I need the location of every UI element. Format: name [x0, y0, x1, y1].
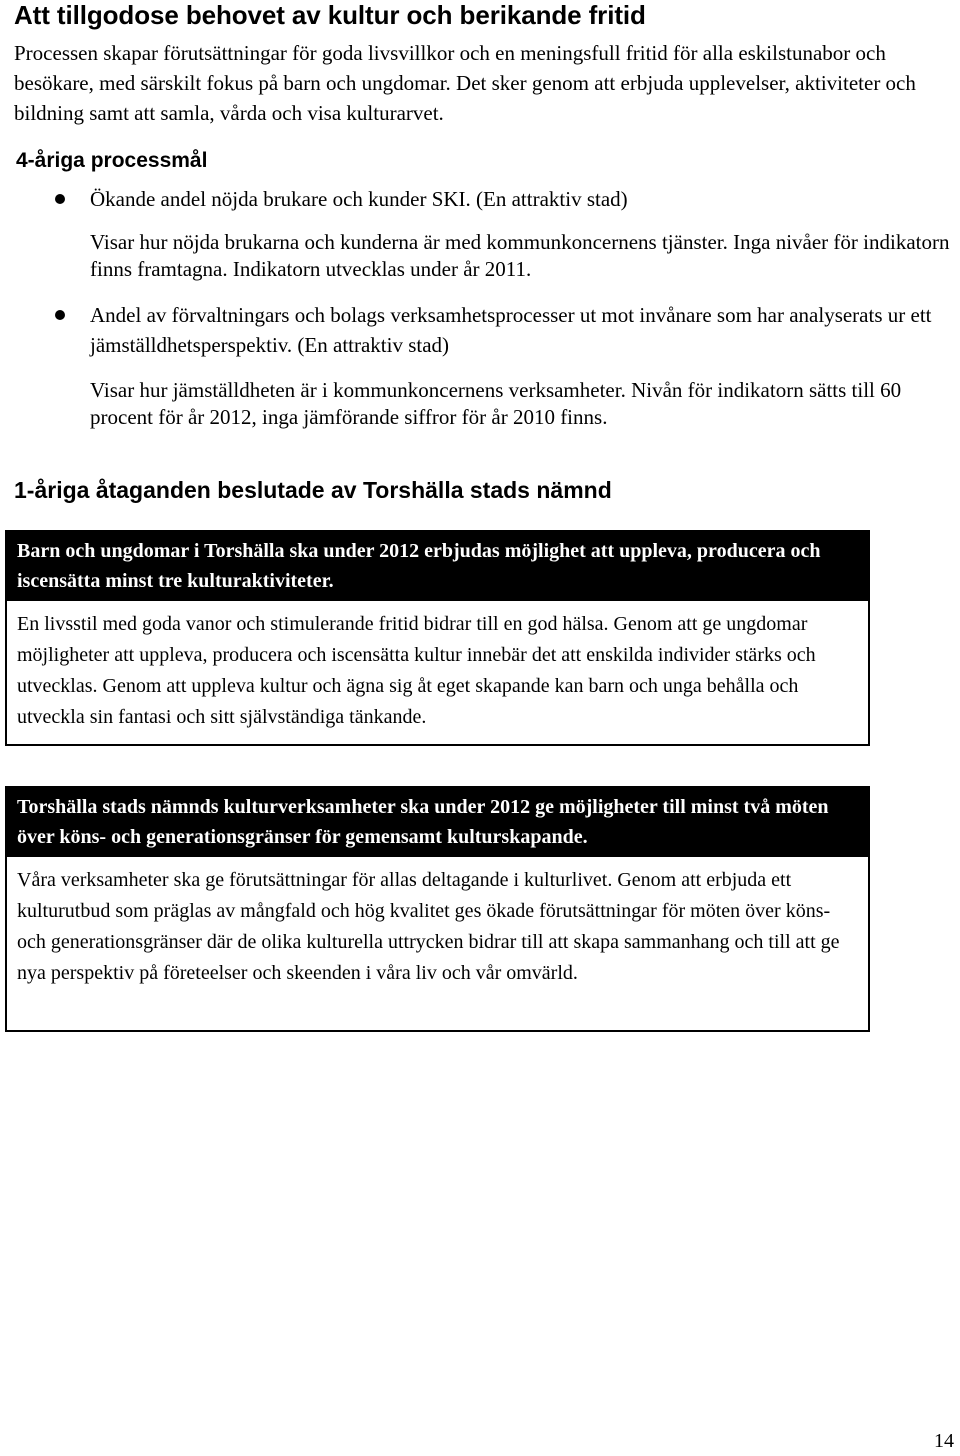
goal-title: Andel av förvaltningars och bolags verksamhetsprocesser ut mot invånare som har analyserats ur ett jämställdhetsperspektiv. (En attraktiv stad)	[90, 303, 932, 357]
bullet-icon	[55, 194, 65, 204]
commitment-body: En livsstil med goda vanor och stimulerande fritid bidrar till en god hälsa. Genom att ge ungdomar möjligheter att uppleva, producera och iscensätta kultur innebär det att enskilda individer stärks och utvecklas. Genom att uppleva kultur och ägna sig åt eget skapande kan barn och unga behålla och utveckla sin fantasi och sitt självständiga tänkande.	[7, 600, 868, 741]
commitment-box	[5, 530, 870, 746]
bullet-icon	[55, 310, 65, 320]
commitment-title: Barn och ungdomar i Torshälla ska under 2012 erbjudas möjlighet att uppleva, producera och iscensätta minst tre kulturaktiviteter.	[7, 532, 868, 600]
page-number: 14	[934, 1430, 954, 1452]
goals-heading: 4-åriga processmål	[16, 149, 208, 172]
commitment-title: Torshälla stads nämnds kulturverksamheter ska under 2012 ge möjligheter till minst två möten över köns- och generationsgränser för gemensamt kulturskapande.	[7, 788, 868, 856]
page-title: Att tillgodose behovet av kultur och berikande fritid	[14, 0, 646, 30]
intro-paragraph: Processen skapar förutsättningar för goda livsvillkor och en meningsfull fritid för alla eskilstunabor och besökare, med särskilt fokus på barn och ungdomar. Det sker genom att erbjuda upplevelser, aktiviteter och bildning samt att samla, vårda och visa kulturarvet.	[14, 41, 916, 125]
goal-title: Ökande andel nöjda brukare och kunder SKI. (En attraktiv stad)	[90, 187, 628, 211]
commitment-box	[5, 786, 870, 1032]
commitment-body: Våra verksamheter ska ge förutsättningar för allas deltagande i kulturlivet. Genom att erbjuda ett kulturutbud som präglas av mångfald och hög kvalitet ges ökade förutsättningar för möten över köns- och generationsgränser där de olika kulturella uttrycken bidrar till att skapa sammanhang och till att ge nya perspektiv på företeelser och skeenden i våra liv och vår omvärld.	[7, 856, 868, 997]
goal-description: Visar hur nöjda brukarna och kunderna är med kommunkoncernens tjänster. Inga nivåer för indikatorn finns framtagna. Indikatorn utvecklas under år 2011.	[90, 230, 950, 281]
goal-description: Visar hur jämställdheten är i kommunkoncernens verksamheter. Nivån för indikatorn sätts till 60 procent för år 2012, inga jämförande siffror för år 2010 finns.	[90, 378, 902, 429]
commitments-heading: 1-åriga åtaganden beslutade av Torshälla stads nämnd	[14, 477, 612, 503]
